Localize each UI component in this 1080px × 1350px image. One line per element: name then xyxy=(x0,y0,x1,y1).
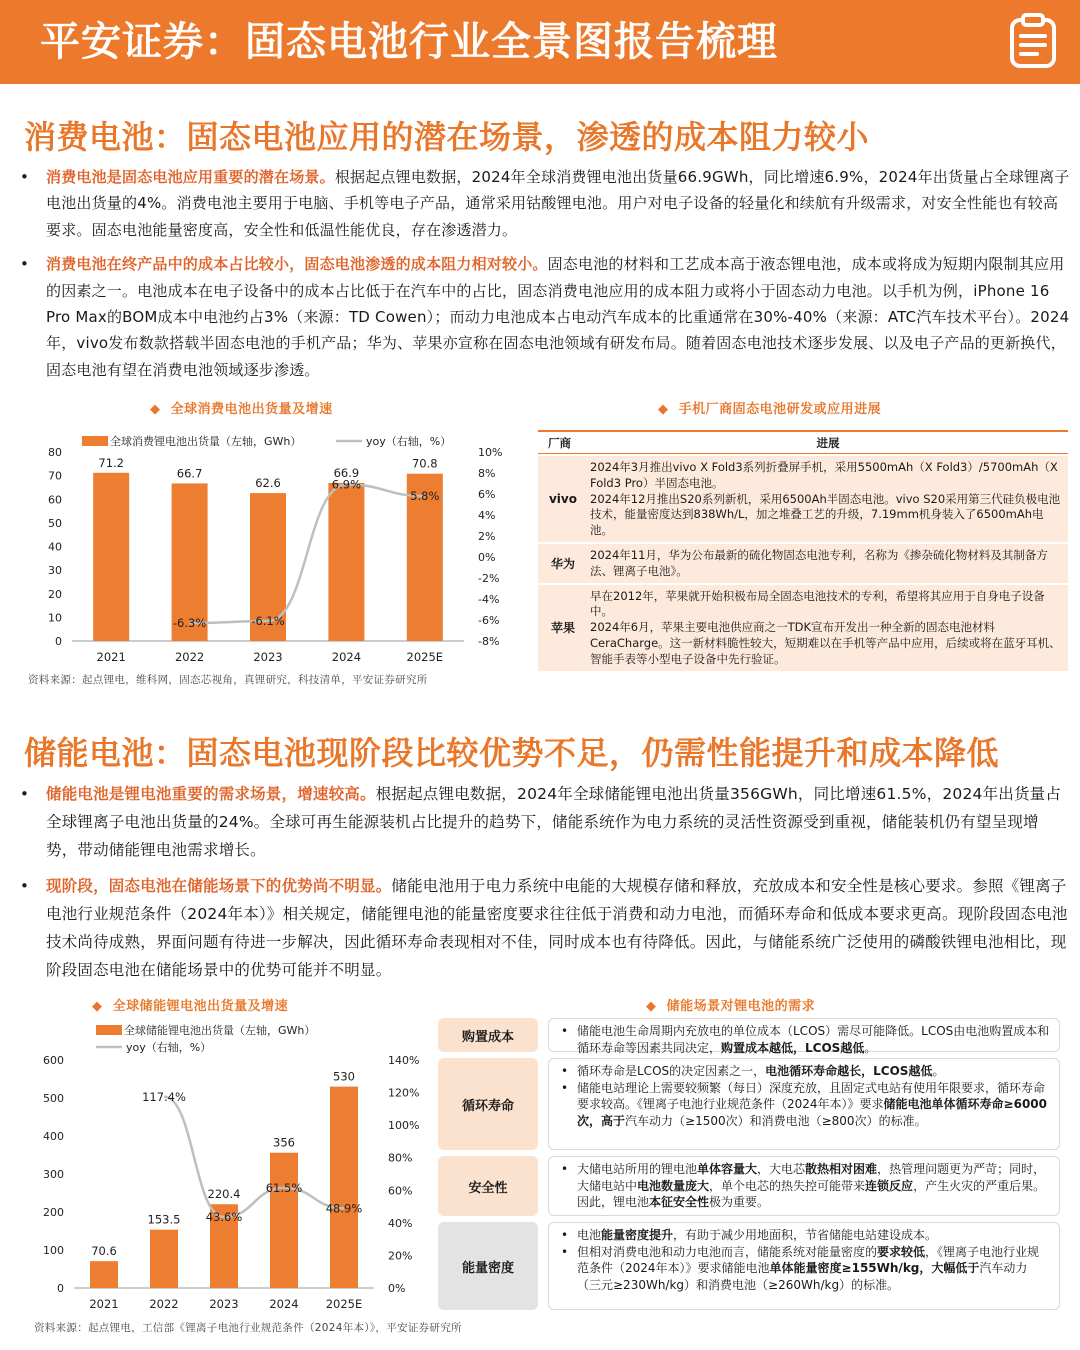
bar-value-label: 71.2 xyxy=(98,455,125,470)
legend-bar-swatch xyxy=(96,1025,122,1035)
y2-tick-label: 120% xyxy=(388,1086,420,1100)
consumer-bullets xyxy=(14,164,1070,383)
yoy-value-label: 5.8% xyxy=(410,489,440,504)
x-tick-label: 2022 xyxy=(174,650,205,664)
demand-text: 储能电池生命周期内充放电的单位成本（LCOS）需尽可能降低。LCOS由电池购置成本和循环寿命等因素共同决定， xyxy=(577,1024,1050,1055)
progress-line: 早在2012年，苹果就开始积极布局全固态电池技术的专利，希望将其应用于自身电子设备中。 xyxy=(590,588,1045,619)
y-tick-label: 40 xyxy=(48,540,62,554)
demand-title-text: 储能场景对锂电池的需求 xyxy=(666,999,816,1014)
bullet-text: 储能电池用于电力系统中电能的大规模存储和释放，充放成本和安全性是核心要求。参照《锂离子电池行业规范条件（2024年本）》相关规定，储能锂电池的能量密度要求往往低于消费和动力电池，而循环寿命和低成本要求更高。现阶段固态电池技术尚待成熟，界面问题有待进一步解决，因此循环寿命表现相对不佳，同时成本也有待降低。因此，与储能系统广泛使用的磷酸铁锂电池相比，现阶段固态电池在储能场景中的优势可能并不明显。 xyxy=(46,877,1068,979)
demand-text: 大储电站所用的锂电池 xyxy=(577,1162,698,1176)
x-tick-label: 2023 xyxy=(209,1297,239,1311)
storage-battery-chart xyxy=(28,1016,438,1316)
y2-tick-label: 8% xyxy=(478,467,496,480)
demand-box xyxy=(548,1156,1060,1216)
demand-text: ，有助于减少用地面积，节省储能电站建设成本。 xyxy=(673,1228,938,1242)
demand-emphasis: 单体能量密度≥155Wh/kg，大幅低于 xyxy=(769,1261,980,1275)
chart-title-consumer: ◆ 全球消费电池出货量及增速 xyxy=(150,402,333,417)
source-note: 资料来源：起点锂电，工信部《锂离子电池行业规范条件（2024年本）》，平安证券研究所 xyxy=(34,1322,462,1334)
y2-tick-label: 2% xyxy=(478,530,496,543)
demand-emphasis: 电池循环寿命越长，LCOS越低 xyxy=(765,1064,933,1078)
y-tick-label: 80 xyxy=(48,446,62,459)
y2-tick-label: 20% xyxy=(388,1249,413,1263)
progress-line: 2024年11月，华为公布最新的硫化物固态电池专利，名称为《掺杂硫化物材料及其制备方法、锂离子电池》。 xyxy=(590,547,1048,578)
x-tick-label: 2024 xyxy=(269,1297,299,1311)
vendor-progress xyxy=(588,544,1068,583)
bar-value-label: 66.7 xyxy=(176,466,203,481)
demand-emphasis: 本征安全性 xyxy=(649,1195,710,1209)
yoy-value-label: -6.1% xyxy=(251,614,285,629)
legend-line-label: yoy（右轴，%） xyxy=(126,1041,212,1054)
demand-text: ，单个电芯的热失控可能带来 xyxy=(709,1178,866,1193)
bullet-dot-icon: • xyxy=(20,255,30,274)
bar-2024 xyxy=(270,1153,298,1288)
demand-text: 。 xyxy=(864,1040,877,1055)
demand-label: 能量密度 xyxy=(438,1222,538,1310)
y2-tick-label: 60% xyxy=(388,1184,413,1198)
x-tick-label: 2023 xyxy=(253,650,283,664)
demand-text: ，大电芯 xyxy=(757,1162,806,1176)
yoy-value-label: 48.9% xyxy=(325,1201,363,1216)
progress-line: 2024年12月推出S20系列新机，采用6500Ah半固态电池。vivo S20采用第三代硅负极电池技术，能量密度达到838Wh/L，加之堆叠工艺的升级，7.19mm机身装入了6500mAh电池。 xyxy=(590,491,1061,538)
y2-tick-label: 100% xyxy=(388,1119,420,1133)
demand-text: ，热管理问题更为严苛；同时，大储电站中 xyxy=(577,1162,1046,1193)
yoy-value-label: -6.3% xyxy=(172,616,207,631)
x-tick-label: 2021 xyxy=(89,1297,119,1311)
bar-value-label: 153.5 xyxy=(147,1212,181,1227)
demand-title: ◆ 储能场景对锂电池的需求 xyxy=(646,999,816,1014)
demand-emphasis: 要求较低 xyxy=(877,1244,926,1259)
demand-emphasis: 储能电池单体循环寿命≥6000次，高于 xyxy=(577,1097,1048,1128)
y2-tick-label: 140% xyxy=(388,1054,420,1067)
chart-title-text: 全球消费电池出货量及增速 xyxy=(170,402,333,417)
table-row xyxy=(538,544,1068,585)
demand-item xyxy=(557,1023,1051,1056)
demand-text: 汽车动力（三元≥230Wh/kg）和消费电池（≥260Wh/kg）的标准。 xyxy=(577,1261,1028,1292)
clipboard-icon xyxy=(1008,12,1058,70)
demand-label: 循环寿命 xyxy=(438,1058,538,1150)
demand-text: 电池 xyxy=(577,1228,602,1242)
bar-value-label: 66.9 xyxy=(333,465,360,480)
legend-bar-label: 全球储能锂电池出货量（左轴，GWh） xyxy=(124,1024,316,1037)
y2-tick-label: -4% xyxy=(478,593,500,606)
bullet-item xyxy=(14,780,1070,864)
header-vendor: 厂商 xyxy=(548,435,571,450)
legend-line-label: yoy（右轴，%） xyxy=(366,435,452,448)
bar-value-label: 530 xyxy=(333,1069,355,1084)
section-title-storage: 储能电池：固态电池现阶段比较优势不足，仍需性能提升和成本降低 xyxy=(24,734,1000,772)
demand-text: ，产生火灾的严重后果。因此，锂电池 xyxy=(577,1178,1046,1209)
demand-text: 循环寿命是LCOS的决定因素之一， xyxy=(577,1064,766,1078)
bullet-dot-icon: • xyxy=(561,1024,569,1038)
y2-tick-label: 4% xyxy=(478,509,496,522)
header-banner xyxy=(0,0,1080,84)
table-row xyxy=(538,585,1068,673)
bar-value-label: 62.6 xyxy=(255,476,281,491)
y-tick-label: 200 xyxy=(43,1206,64,1219)
x-tick-label: 2021 xyxy=(96,650,126,664)
storage-bullets xyxy=(14,780,1070,984)
bullet-dot-icon: • xyxy=(561,1162,569,1176)
yoy-line xyxy=(190,485,425,624)
bullet-dot-icon: • xyxy=(20,877,30,895)
bar-2021 xyxy=(93,473,129,641)
demand-emphasis: 电池数量庞大 xyxy=(637,1178,710,1193)
y-tick-label: 0 xyxy=(57,1282,64,1295)
table-title-text: 手机厂商固态电池研发或应用进展 xyxy=(678,402,882,417)
bar-value-label: 70.6 xyxy=(91,1244,117,1259)
yoy-value-label: 61.5% xyxy=(265,1180,303,1195)
y-tick-label: 300 xyxy=(43,1168,64,1181)
y2-tick-label: 80% xyxy=(388,1151,413,1165)
bullet-dot-icon: • xyxy=(20,168,30,186)
table-header xyxy=(538,432,1068,454)
yoy-line xyxy=(164,1097,344,1217)
y2-tick-label: 10% xyxy=(478,446,503,459)
bar-2025E xyxy=(330,1087,358,1288)
bar-value-label: 70.8 xyxy=(411,456,438,471)
bullet-highlight: 储能电池是锂电池重要的需求场景，增速较高。 xyxy=(46,785,376,803)
y-tick-label: 60 xyxy=(48,493,62,507)
progress-line: 2024年3月推出vivo X Fold3系列折叠屏手机，采用5500mAh（X Fold3）/5700mAh（X Fold3 Pro）半固态电池。 xyxy=(590,460,1058,490)
vendor-progress xyxy=(588,456,1068,542)
demand-item xyxy=(557,1244,1051,1294)
bar-value-label: 356 xyxy=(273,1135,295,1150)
bullet-dot-icon: • xyxy=(561,1244,569,1259)
source-note: 资料来源：起点锂电，维科网，固态芯视角，真锂研究，科技清单，平安证券研究所 xyxy=(28,674,428,686)
bar-2024 xyxy=(328,483,364,641)
demand-label: 安全性 xyxy=(438,1156,538,1216)
demand-item xyxy=(557,1227,1051,1244)
progress-line: 2024年6月，苹果主要电池供应商之一TDK宣布开发出一种全新的固态电池材料CeraCharge。这一新材料脆性较大，短期难以在手机等产品中应用，后续或将在蓝牙耳机、智能手表等小型电子设备中先行验证。 xyxy=(590,620,1061,666)
vendor-name: 苹果 xyxy=(550,621,575,636)
vendor-name: 华为 xyxy=(550,556,575,571)
demand-box xyxy=(548,1058,1060,1150)
chart-title-text: 全球储能锂电池出货量及增速 xyxy=(112,999,289,1014)
header-progress: 进展 xyxy=(816,435,840,450)
bullet-dot-icon: • xyxy=(561,1064,569,1078)
bullet-item xyxy=(14,164,1070,243)
demand-box xyxy=(548,1018,1060,1055)
bullet-item xyxy=(14,872,1070,984)
y-tick-label: 600 xyxy=(43,1054,64,1067)
demand-item xyxy=(557,1063,1051,1080)
demand-item xyxy=(557,1161,1051,1211)
vendor-name: vivo xyxy=(548,491,577,506)
demand-label: 购置成本 xyxy=(438,1018,538,1052)
x-tick-label: 2025E xyxy=(406,650,444,664)
y-tick-label: 0 xyxy=(55,635,62,648)
yoy-value-label: 43.6% xyxy=(205,1209,243,1224)
bar-2022 xyxy=(150,1230,178,1288)
demand-item xyxy=(557,1080,1051,1130)
y-tick-label: 500 xyxy=(43,1092,64,1105)
y-tick-label: 50 xyxy=(48,516,62,530)
x-tick-label: 2022 xyxy=(149,1297,179,1311)
yoy-value-label: 117.4% xyxy=(142,1089,186,1104)
vendor-table xyxy=(538,430,1068,673)
y-tick-label: 30 xyxy=(48,564,62,578)
chart-title-storage: ◆ 全球储能锂电池出货量及增速 xyxy=(92,999,289,1014)
demand-emphasis: 单体容量大 xyxy=(697,1162,758,1176)
demand-emphasis: 散热相对困难 xyxy=(805,1162,878,1176)
demand-emphasis: 能量密度提升 xyxy=(601,1228,674,1242)
demand-text: ，《锂离子电池行业规范条件（2024年本）》要求储能电池 xyxy=(577,1244,1040,1275)
table-row xyxy=(538,456,1068,544)
bullet-text: 根据起点锂电数据，2024年全球消费锂电池出货量66.9GWh，同比增速6.9%，2024年出货量占全球锂离子电池出货量的4%。消费电池主要用于电脑、手机等电子产品，通常采用钴酸锂电池。用户对电子设备的轻量化和续航有升级需求，对安全性能也有较高要求。固态电池能量密度高，安全性和低温性能优良，存在渗透潜力。 xyxy=(46,168,1070,239)
y-tick-label: 400 xyxy=(43,1130,64,1143)
y2-tick-label: 40% xyxy=(388,1216,413,1230)
bullet-highlight: 消费电池在终产品中的成本占比较小，固态电池渗透的成本阻力相对较小。 xyxy=(46,255,548,274)
demand-box xyxy=(548,1222,1060,1310)
demand-emphasis: 连锁反应 xyxy=(865,1178,914,1193)
demand-text: 但相对消费电池和动力电池而言，储能系统对能量密度的 xyxy=(577,1244,878,1259)
demand-text: 。 xyxy=(932,1064,945,1078)
legend-bar-swatch xyxy=(82,436,108,446)
bar-2021 xyxy=(90,1261,118,1288)
consumer-battery-chart xyxy=(30,426,530,670)
y2-tick-label: -6% xyxy=(478,614,500,627)
y2-tick-label: -8% xyxy=(478,635,500,648)
x-tick-label: 2024 xyxy=(331,650,362,664)
y2-tick-label: 0% xyxy=(388,1282,406,1295)
y2-tick-label: -2% xyxy=(478,572,500,585)
y-tick-label: 20 xyxy=(48,587,62,601)
yoy-value-label: 6.9% xyxy=(331,477,362,492)
y-tick-label: 100 xyxy=(43,1244,64,1257)
x-tick-label: 2025E xyxy=(325,1297,363,1311)
demand-text: 汽车动力（≥1500次）和消费电池（≥800次）的标准。 xyxy=(625,1113,927,1128)
bullet-dot-icon: • xyxy=(20,785,30,803)
table-title-vendors: ◆ 手机厂商固态电池研发或应用进展 xyxy=(658,402,882,417)
section-title-consumer: 消费电池：固态电池应用的潜在场景，渗透的成本阻力较小 xyxy=(24,118,870,156)
bullet-text: 固态电池的材料和工艺成本高于液态锂电池，成本或将成为短期内限制其应用的因素之一。电池成本在电子设备中的成本占比低于在汽车中的占比，固态消费电池应用的成本阻力或将小于固态动力电池。以手机为例，iPhone 16 Pro Max的BOM成本中电池约占3%（来源：TD Cowen）；而动力电池成本占电动汽车成本的比重通常在30%-40%（来源：ATC汽车技术平台）。2024年，vivo发布数款搭载半固态电池的手机产品；华为、苹果亦宣称在固态电池领域有研发布局。随着固态电池技术逐步发展、以及电子产品的更新换代，固态电池有望在消费电池领域逐步渗透。 xyxy=(46,255,1070,379)
bullet-dot-icon: • xyxy=(561,1228,569,1242)
bullet-highlight: 消费电池是固态电池应用重要的潜在场景。 xyxy=(46,168,335,186)
bullet-text: 根据起点锂电数据，2024年全球储能锂电池出货量356GWh，同比增速61.5%，2024年出货量占全球锂离子电池出货量的24%。全球可再生能源装机占比提升的趋势下，储能系统作为电力系统的灵活性资源受到重视，储能装机仍有望呈现增势，带动储能锂电池需求增长。 xyxy=(46,785,1062,859)
bullet-highlight: 现阶段，固态电池在储能场景下的优势尚不明显。 xyxy=(46,877,392,895)
demand-emphasis: 购置成本越低，LCOS越低 xyxy=(721,1040,865,1055)
y-tick-label: 70 xyxy=(48,469,62,483)
y2-tick-label: 0% xyxy=(478,551,496,564)
demand-text: 储能电站理论上需要较频繁（每日）深度充放，且固定式电站有使用年限要求，循环寿命要求较高。《锂离子电池行业规范条件（2024年本）》要求 xyxy=(577,1080,1046,1111)
bullet-item xyxy=(14,251,1070,383)
bar-value-label: 220.4 xyxy=(207,1187,241,1202)
bullet-dot-icon: • xyxy=(561,1080,569,1095)
y-tick-label: 10 xyxy=(48,611,62,625)
legend-bar-label: 全球消费锂电池出货量（左轴，GWh） xyxy=(110,435,302,448)
page-title: 平安证券：固态电池行业全景图报告梳理 xyxy=(40,19,778,65)
demand-text: 极为重要。 xyxy=(709,1195,770,1209)
vendor-progress xyxy=(588,585,1068,671)
y2-tick-label: 6% xyxy=(478,488,496,501)
